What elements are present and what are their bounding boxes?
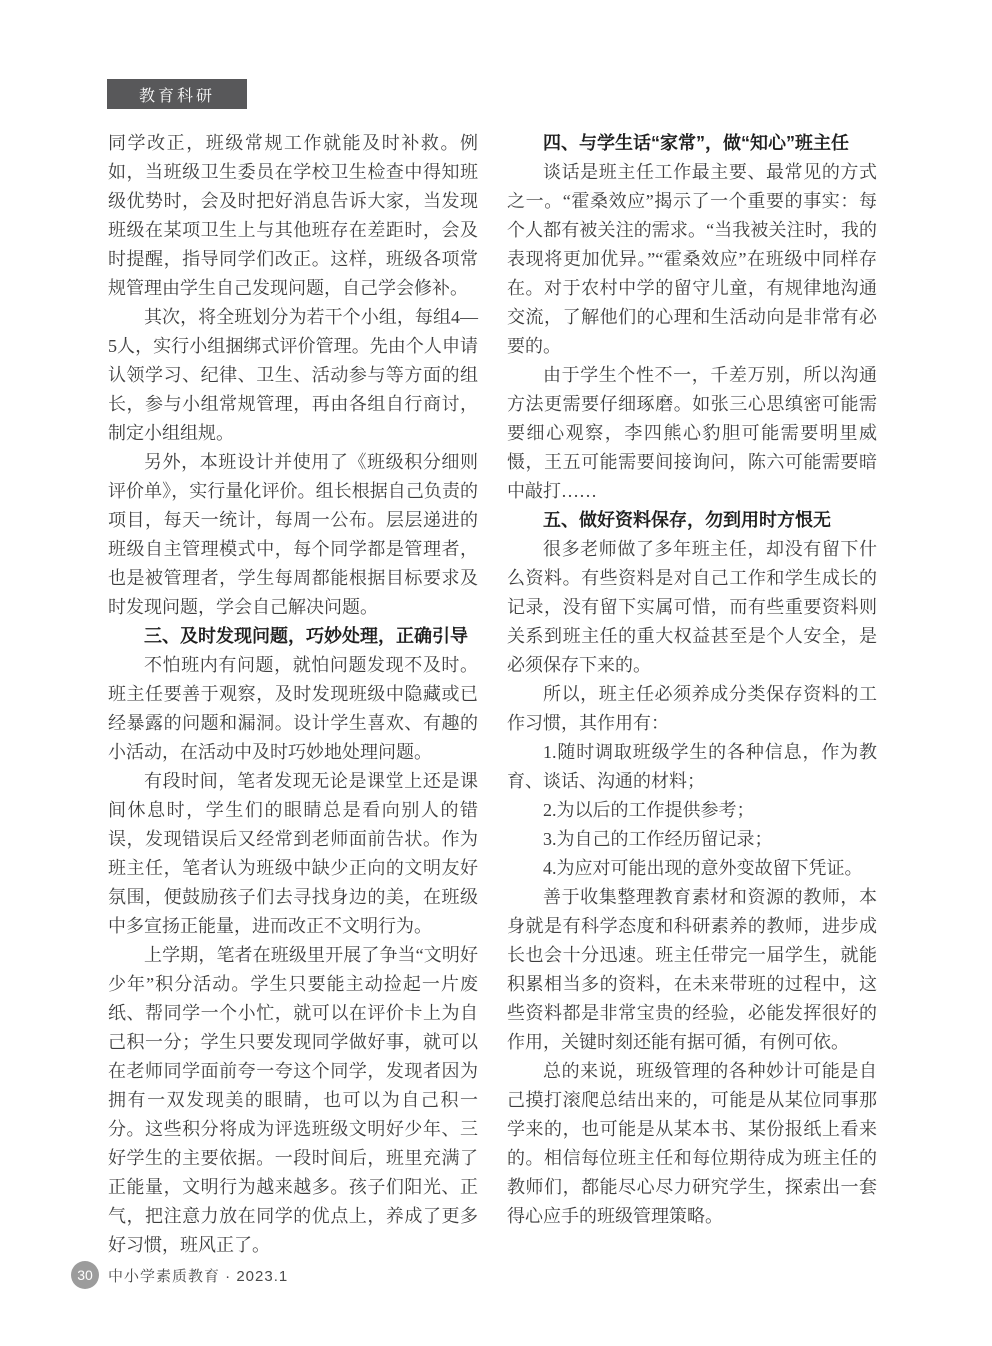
article-body xyxy=(108,129,878,1260)
paragraph: 有段时间，笔者发现无论是课堂上还是课间休息时，学生们的眼睛总是看向别人的错误，发现错误后又经常到老师面前告状。作为班主任，笔者认为班级中缺少正向的文明友好氛围，便鼓励孩子们去寻找身边的美，在班级中多宣扬正能量，进而改正不文明行为。 xyxy=(108,771,478,936)
section-category-label: 教育科研 xyxy=(138,87,215,105)
left-column xyxy=(108,129,478,1260)
section-heading-5: 五、做好资料保存，勿到用时方恨无 xyxy=(543,510,831,530)
paragraph: 谈话是班主任工作最主要、最常见的方式之一。“霍桑效应”揭示了一个重要的事实：每个人都有被关注的需求。“当我被关注时，我的表现将更加优异。”“霍桑效应”在班级中同样存在。对于农村中学的留守儿童，有规律地沟通交流，了解他们的心理和生活动向是非常有必要的。 xyxy=(507,162,877,356)
paragraph: 同学改正，班级常规工作就能及时补救。例如，当班级卫生委员在学校卫生检查中得知班级优势时，会及时把好消息告诉大家，当发现班级在某项卫生上与其他班存在差距时，会及时提醒，指导同学们改正。这样，班级各项常规管理由学生自己发现问题，自己学会修补。 xyxy=(108,133,478,298)
paragraph: 总的来说，班级管理的各种妙计可能是自己摸打滚爬总结出来的，可能是从某位同事那学来的，也可能是从某本书、某份报纸上看来的。相信每位班主任和每位期待成为班主任的教师们，都能尽心尽力研究学生，探索出一套得心应手的班级管理策略。 xyxy=(507,1061,877,1226)
paragraph: 不怕班内有问题，就怕问题发现不及时。班主任要善于观察，及时发现班级中隐藏或已经暴露的问题和漏洞。设计学生喜欢、有趣的小活动，在活动中及时巧妙地处理问题。 xyxy=(108,655,478,762)
list-item: 4.为应对可能出现的意外变故留下凭证。 xyxy=(543,858,863,878)
list-item: 1.随时调取班级学生的各种信息，作为教育、谈话、沟通的材料； xyxy=(507,742,877,791)
page-footer xyxy=(71,1261,288,1289)
journal-title: 中小学素质教育 · 2023.1 xyxy=(108,1267,289,1285)
paragraph: 其次，将全班划分为若干个小组，每组4—5人，实行小组捆绑式评价管理。先由个人申请认领学习、纪律、卫生、活动参与等方面的组长，参与小组常规管理，再由各组自行商讨，制定小组组规。 xyxy=(108,307,478,443)
paragraph: 另外，本班设计并使用了《班级积分细则评价单》，实行量化评价。组长根据自己负责的项目，每天一统计，每周一公布。层层递进的班级自主管理模式中，每个同学都是管理者，也是被管理者，学生每周都能根据目标要求及时发现问题，学会自己解决问题。 xyxy=(108,452,478,617)
page-number-badge: 30 xyxy=(71,1261,99,1289)
paragraph: 很多老师做了多年班主任，却没有留下什么资料。有些资料是对自己工作和学生成长的记录，没有留下实属可惜，而有些重要资料则关系到班主任的重大权益甚至是个人安全，是必须保存下来的。 xyxy=(507,539,877,675)
right-column xyxy=(507,129,877,1260)
section-heading-4: 四、与学生话“家常”，做“知心”班主任 xyxy=(543,133,849,153)
paragraph: 上学期，笔者在班级里开展了争当“文明好少年”积分活动。学生只要能主动捡起一片废纸、帮同学一个小忙，就可以在评价卡上为自己积一分；学生只要发现同学做好事，就可以在老师同学面前夸一夸这个同学，发现者因为拥有一双发现美的眼睛，也可以为自己积一分。这些积分将成为评选班级文明好少年、三好学生的主要依据。一段时间后，班里充满了正能量，文明行为越来越多。孩子们阳光、正气，把注意力放在同学的优点上，养成了更多好习惯，班风正了。 xyxy=(108,945,478,1255)
list-item: 2.为以后的工作提供参考； xyxy=(543,800,755,820)
paragraph: 所以，班主任必须养成分类保存资料的工作习惯，其作用有： xyxy=(507,684,877,733)
paragraph: 由于学生个性不一，千差万别，所以沟通方法更需要仔细琢磨。如张三心思缜密可能需要细心观察，李四熊心豹胆可能需要明里威慑，王五可能需要间接询问，陈六可能需要暗中敲打…… xyxy=(507,365,877,501)
list-item: 3.为自己的工作经历留记录； xyxy=(543,829,773,849)
section-category-tag xyxy=(107,79,247,109)
section-heading-3: 三、及时发现问题，巧妙处理，正确引导 xyxy=(144,626,468,646)
paragraph: 善于收集整理教育素材和资源的教师，本身就是有科学态度和科研素养的教师，进步成长也会十分迅速。班主任带完一届学生，就能积累相当多的资料，在未来带班的过程中，这些资料都是非常宝贵的经验，必能发挥很好的作用，关键时刻还能有据可循，有例可依。 xyxy=(507,887,877,1052)
